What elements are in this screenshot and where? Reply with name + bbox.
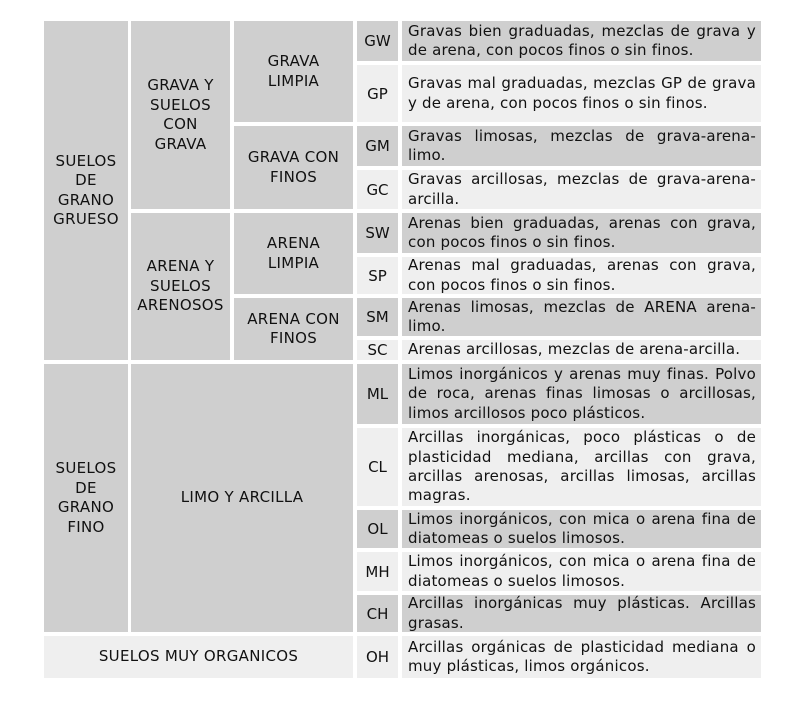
code-cell: OL (357, 510, 398, 548)
code-cell: CL (357, 428, 398, 506)
subgroup-sand: ARENA Y SUELOS ARENOSOS (131, 213, 230, 360)
description-cell (402, 636, 761, 678)
group-coarse-grained: SUELOS DE GRANO GRUESO (44, 21, 128, 360)
description-cell (402, 21, 761, 61)
description-text: Arcillas inorgánicas muy plásticas. Arcillas grasas. (408, 594, 756, 632)
description-cell (402, 428, 761, 506)
description-text: Limos inorgánicos, con mica o arena fina de diatomeas o suelos limosos. (408, 509, 756, 547)
code-cell: ML (357, 364, 398, 424)
description-text: Gravas bien graduadas, mezclas de grava y de arena, con pocos finos o sin finos. (408, 21, 756, 59)
class-gravel-with-fines: GRAVA CON FINOS (234, 126, 353, 209)
description-cell (402, 510, 761, 548)
code-cell: GW (357, 21, 398, 61)
description-text: Limos inorgánicos, con mica o arena fina de diatomeas o suelos limosos. (408, 552, 756, 590)
code-cell: SC (357, 340, 398, 360)
class-clean-gravel: GRAVA LIMPIA (234, 21, 353, 122)
description-cell (402, 213, 761, 253)
code-cell: OH (357, 636, 398, 678)
subgroup-gravel: GRAVA Y SUELOS CON GRAVA (131, 21, 230, 209)
description-text: Arenas limosas, mezclas de ARENA arena-limo. (408, 297, 756, 335)
code-cell: GP (357, 65, 398, 122)
code-cell: CH (357, 595, 398, 632)
code-cell: SM (357, 298, 398, 336)
description-cell (402, 65, 761, 122)
code-cell: SW (357, 213, 398, 253)
code-cell: GM (357, 126, 398, 166)
description-text: Gravas arcillosas, mezclas de grava-arena-arcilla. (408, 170, 756, 208)
description-cell (402, 364, 761, 424)
description-cell (402, 298, 761, 336)
description-cell (402, 257, 761, 294)
class-sand-with-fines: ARENA CON FINOS (234, 298, 353, 360)
class-clean-sand: ARENA LIMPIA (234, 213, 353, 294)
description-cell (402, 126, 761, 166)
description-text: Limos inorgánicos y arenas muy finas. Polvo de roca, arenas finas limosas o arcillosas, limos arcillosos poco plásticos. (408, 365, 756, 422)
description-text: Arenas mal graduadas, arenas con grava, con pocos finos o sin finos. (408, 256, 756, 294)
description-text: Gravas limosas, mezclas de grava-arena-limo. (408, 126, 756, 164)
description-text: Arcillas inorgánicas, poco plásticas o de plasticidad mediana, arcillas con grava, arcillas arenosas, arcillas limosas, arcillas magras. (408, 428, 756, 505)
description-text: Arcillas orgánicas de plasticidad mediana o muy plásticas, limos orgánicos. (408, 637, 756, 675)
code-cell: MH (357, 552, 398, 591)
description-cell (402, 595, 761, 632)
subgroup-silt-clay: LIMO Y ARCILLA (131, 364, 353, 632)
description-cell (402, 170, 761, 209)
description-text: Arenas bien graduadas, arenas con grava, con pocos finos o sin finos. (408, 213, 756, 251)
description-text: Arenas arcillosas, mezclas de arena-arcilla. (408, 340, 741, 359)
group-organic: SUELOS MUY ORGANICOS (44, 636, 353, 678)
description-text: Gravas mal graduadas, mezclas GP de grava y de arena, con pocos finos o sin finos. (408, 74, 756, 112)
description-cell (402, 340, 761, 360)
description-cell (402, 552, 761, 591)
code-cell: GC (357, 170, 398, 209)
group-fine-grained: SUELOS DE GRANO FINO (44, 364, 128, 632)
code-cell: SP (357, 257, 398, 294)
